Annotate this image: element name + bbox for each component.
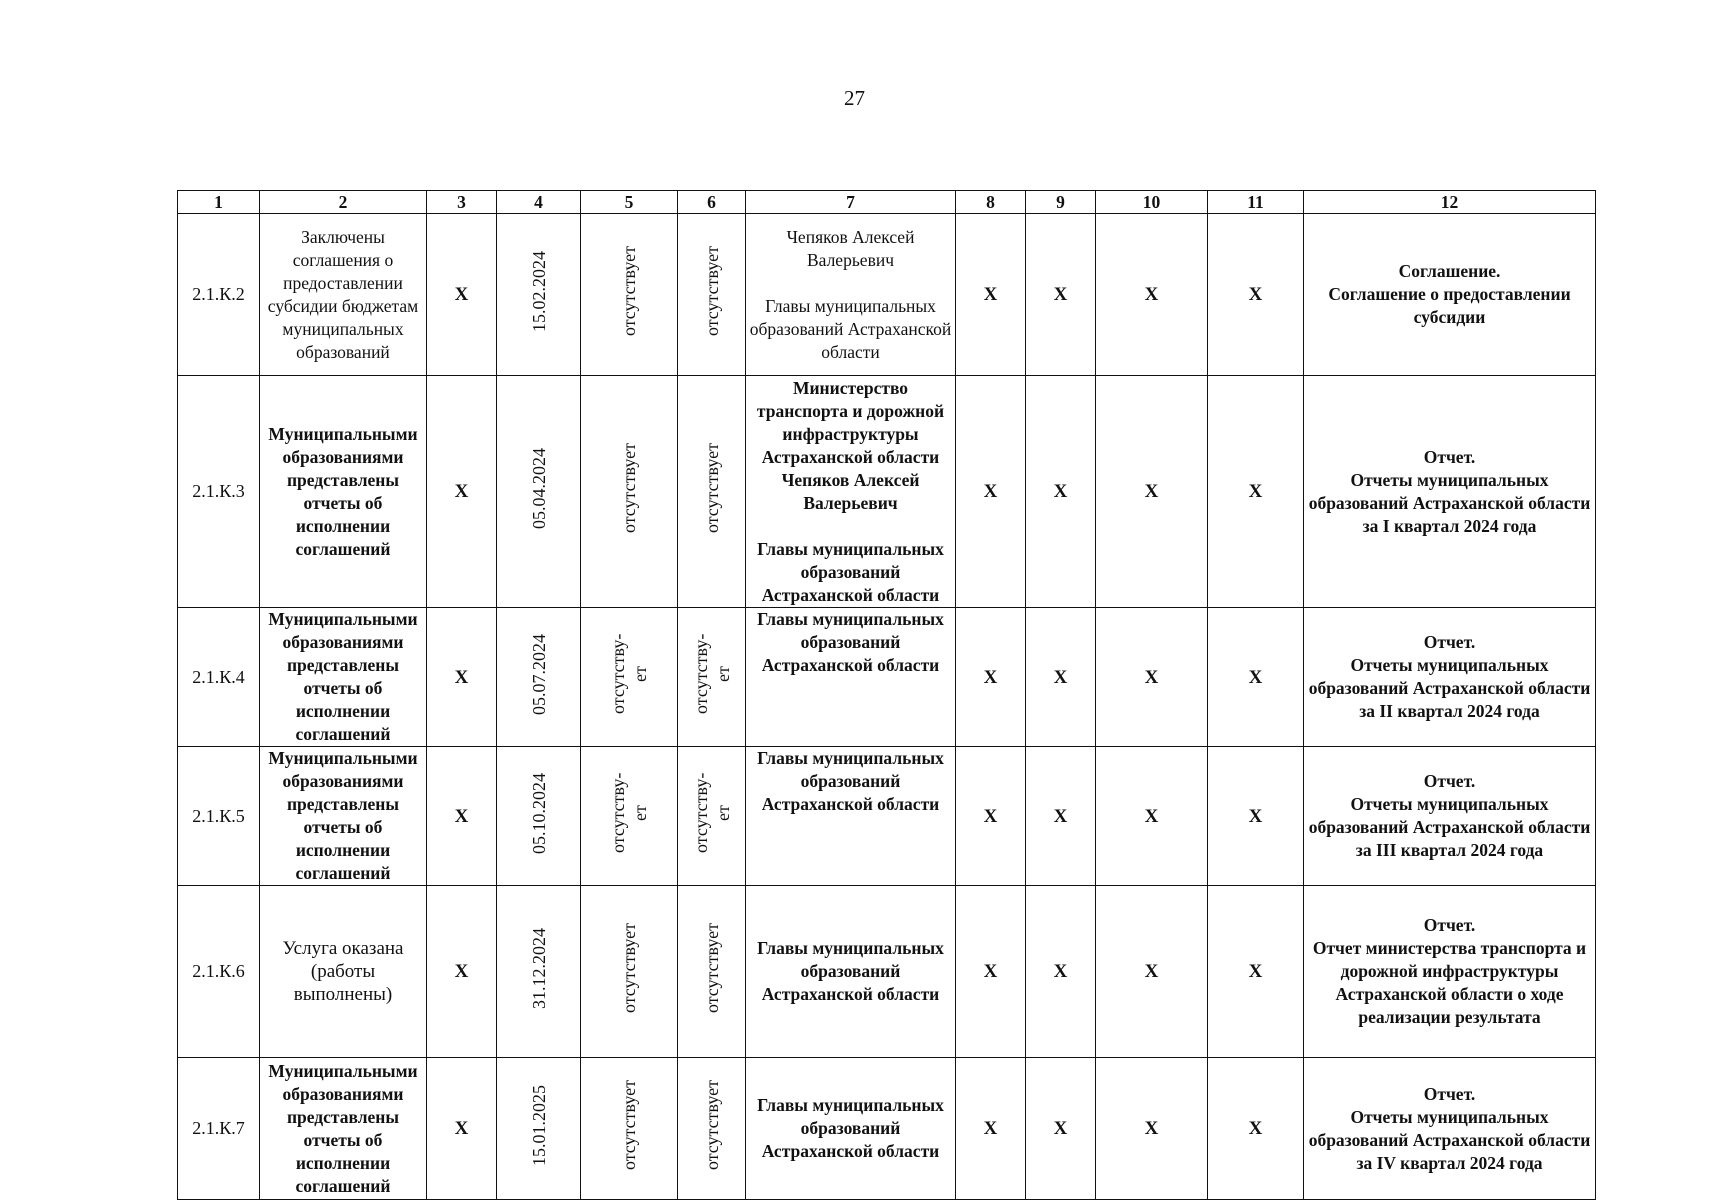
col8-mark: Х xyxy=(956,747,1026,886)
table-row xyxy=(178,1058,1596,1200)
col5-value: отсутствует xyxy=(619,1080,639,1171)
row-name: Услуга оказана (работы выполнены) xyxy=(260,886,427,1058)
responsible-cell xyxy=(746,214,956,376)
col5-cell xyxy=(581,747,678,886)
col5-cell xyxy=(581,608,678,747)
col6-value: отсутству-ет xyxy=(690,772,733,854)
col11-mark: Х xyxy=(1208,376,1304,608)
col10-mark: Х xyxy=(1096,1058,1208,1200)
row-name: Муниципальными образованиями представлены отчеты об исполнении соглашений xyxy=(260,747,427,886)
col6-value: отсутствует xyxy=(701,1080,722,1171)
result-type: Отчет. xyxy=(1423,632,1476,652)
row-date: 05.07.2024 xyxy=(528,633,549,715)
result-description: Отчеты муниципальных образований Астраханской области за I квартал 2024 года xyxy=(1308,469,1591,536)
header-cell: 11 xyxy=(1208,191,1304,214)
col6-value: отсутству-ет xyxy=(690,633,733,715)
result-type: Отчет. xyxy=(1423,771,1476,791)
header-cell: 1 xyxy=(178,191,260,214)
row-date: 15.01.2025 xyxy=(528,1085,549,1166)
col10-mark: Х xyxy=(1096,608,1208,747)
row-name: Муниципальными образованиями представлены отчеты об исполнении соглашений xyxy=(260,608,427,747)
result-cell xyxy=(1304,1058,1596,1200)
table-header-row xyxy=(178,191,1596,214)
table-row xyxy=(178,376,1596,608)
responsible-heads: Главы муниципальных образований Астраханской области xyxy=(757,609,944,675)
date-cell xyxy=(497,376,581,608)
row-date: 15.02.2024 xyxy=(528,251,549,332)
row-name: Муниципальными образованиями представлены отчеты об исполнении соглашений xyxy=(260,376,427,608)
col3-mark: Х xyxy=(427,747,497,886)
col10-mark: Х xyxy=(1096,747,1208,886)
col8-mark: Х xyxy=(956,608,1026,747)
responsible-cell xyxy=(746,376,956,608)
col5-value: отсутствует xyxy=(619,923,639,1014)
col5-value: отсутству-ет xyxy=(608,772,650,854)
header-cell: 10 xyxy=(1096,191,1208,214)
result-type: Соглашение. xyxy=(1398,261,1501,281)
col3-mark: Х xyxy=(427,608,497,747)
col5-cell xyxy=(581,1058,678,1200)
responsible-heads: Главы муниципальных образований Астраханской области xyxy=(757,1095,944,1161)
col10-mark: Х xyxy=(1096,886,1208,1058)
header-cell: 8 xyxy=(956,191,1026,214)
result-description: Соглашение о предоставлении субсидии xyxy=(1328,284,1571,327)
result-description: Отчеты муниципальных образований Астраханской области за III квартал 2024 года xyxy=(1308,794,1591,860)
row-id: 2.1.К.7 xyxy=(178,1058,260,1200)
col3-mark: Х xyxy=(427,214,497,376)
row-id: 2.1.К.4 xyxy=(178,608,260,747)
responsible-spacer xyxy=(748,515,953,538)
col11-mark: Х xyxy=(1208,608,1304,747)
responsible-heads: Главы муниципальных образований Астраханской области xyxy=(757,538,944,605)
header-cell: 4 xyxy=(497,191,581,214)
col5-cell xyxy=(581,886,678,1058)
result-cell xyxy=(1304,886,1596,1058)
col8-mark: Х xyxy=(956,1058,1026,1200)
col6-cell xyxy=(678,376,746,608)
col10-mark: Х xyxy=(1096,214,1208,376)
col8-mark: Х xyxy=(956,886,1026,1058)
col9-mark: Х xyxy=(1026,747,1096,886)
col9-mark: Х xyxy=(1026,376,1096,608)
table-row xyxy=(178,886,1596,1058)
col5-value: отсутству-ет xyxy=(608,633,650,715)
col9-mark: Х xyxy=(1026,608,1096,747)
row-name: Муниципальными образованиями представлены отчеты об исполнении соглашений xyxy=(260,1058,427,1200)
responsible-spacer xyxy=(748,272,953,295)
col11-mark: Х xyxy=(1208,886,1304,1058)
header-cell: 2 xyxy=(260,191,427,214)
table-row xyxy=(178,747,1596,886)
col10-mark: Х xyxy=(1096,376,1208,608)
row-id: 2.1.К.6 xyxy=(178,886,260,1058)
col5-cell xyxy=(581,214,678,376)
result-type: Отчет. xyxy=(1423,446,1476,467)
result-type: Отчет. xyxy=(1423,915,1476,935)
result-cell xyxy=(1304,608,1596,747)
col11-mark: Х xyxy=(1208,214,1304,376)
header-cell: 12 xyxy=(1304,191,1596,214)
result-description: Отчеты муниципальных образований Астраханской области за IV квартал 2024 года xyxy=(1308,1106,1591,1173)
col3-mark: Х xyxy=(427,376,497,608)
row-date: 05.10.2024 xyxy=(528,772,549,854)
col6-value: отсутствует xyxy=(701,246,722,337)
responsible-cell xyxy=(746,886,956,1058)
date-cell xyxy=(497,747,581,886)
row-id: 2.1.К.2 xyxy=(178,214,260,376)
responsible-heads: Главы муниципальных образований Астраханской области xyxy=(757,938,944,1004)
row-id: 2.1.К.5 xyxy=(178,747,260,886)
control-points-table xyxy=(177,190,1596,1200)
result-description: Отчеты муниципальных образований Астраханской области за II квартал 2024 года xyxy=(1308,655,1591,721)
responsible-person: Чепяков Алексей Валерьевич xyxy=(786,226,915,270)
result-cell xyxy=(1304,747,1596,886)
header-cell: 3 xyxy=(427,191,497,214)
responsible-cell xyxy=(746,1058,956,1200)
col8-mark: Х xyxy=(956,376,1026,608)
col5-value: отсутствует xyxy=(619,443,639,534)
col9-mark: Х xyxy=(1026,886,1096,1058)
col5-cell xyxy=(581,376,678,608)
col9-mark: Х xyxy=(1026,214,1096,376)
col8-mark: Х xyxy=(956,214,1026,376)
date-cell xyxy=(497,608,581,747)
col6-cell xyxy=(678,214,746,376)
header-cell: 6 xyxy=(678,191,746,214)
responsible-cell xyxy=(746,747,956,886)
date-cell xyxy=(497,214,581,376)
page-number: 27 xyxy=(844,86,865,110)
row-date: 05.04.2024 xyxy=(528,448,549,529)
result-cell xyxy=(1304,214,1596,376)
result-type: Отчет. xyxy=(1423,1083,1476,1104)
header-cell: 5 xyxy=(581,191,678,214)
row-id: 2.1.К.3 xyxy=(178,376,260,608)
responsible-cell xyxy=(746,608,956,747)
col3-mark: Х xyxy=(427,1058,497,1200)
col11-mark: Х xyxy=(1208,747,1304,886)
table-row xyxy=(178,608,1596,747)
col5-value: отсутствует xyxy=(619,246,639,337)
col6-value: отсутствует xyxy=(701,923,722,1014)
col6-cell xyxy=(678,747,746,886)
row-date: 31.12.2024 xyxy=(528,928,549,1009)
col3-mark: Х xyxy=(427,886,497,1058)
responsible-ministry: Министерство транспорта и дорожной инфраструктуры Астраханской области Чепяков Алексей Валерьевич xyxy=(756,377,945,513)
table-row xyxy=(178,214,1596,376)
header-cell: 9 xyxy=(1026,191,1096,214)
col6-cell xyxy=(678,886,746,1058)
date-cell xyxy=(497,1058,581,1200)
result-cell xyxy=(1304,376,1596,608)
header-cell: 7 xyxy=(746,191,956,214)
col6-cell xyxy=(678,1058,746,1200)
col6-value: отсутствует xyxy=(701,443,722,534)
date-cell xyxy=(497,886,581,1058)
row-name: Заключены соглашения о предоставлении субсидии бюджетам муниципальных образований xyxy=(260,214,427,376)
responsible-heads: Главы муниципальных образований Астраханской области xyxy=(749,295,952,362)
col11-mark: Х xyxy=(1208,1058,1304,1200)
col6-cell xyxy=(678,608,746,747)
col9-mark: Х xyxy=(1026,1058,1096,1200)
result-description: Отчет министерства транспорта и дорожной инфраструктуры Астраханской области о ходе реализации результата xyxy=(1312,938,1587,1027)
responsible-heads: Главы муниципальных образований Астраханской области xyxy=(757,748,944,814)
